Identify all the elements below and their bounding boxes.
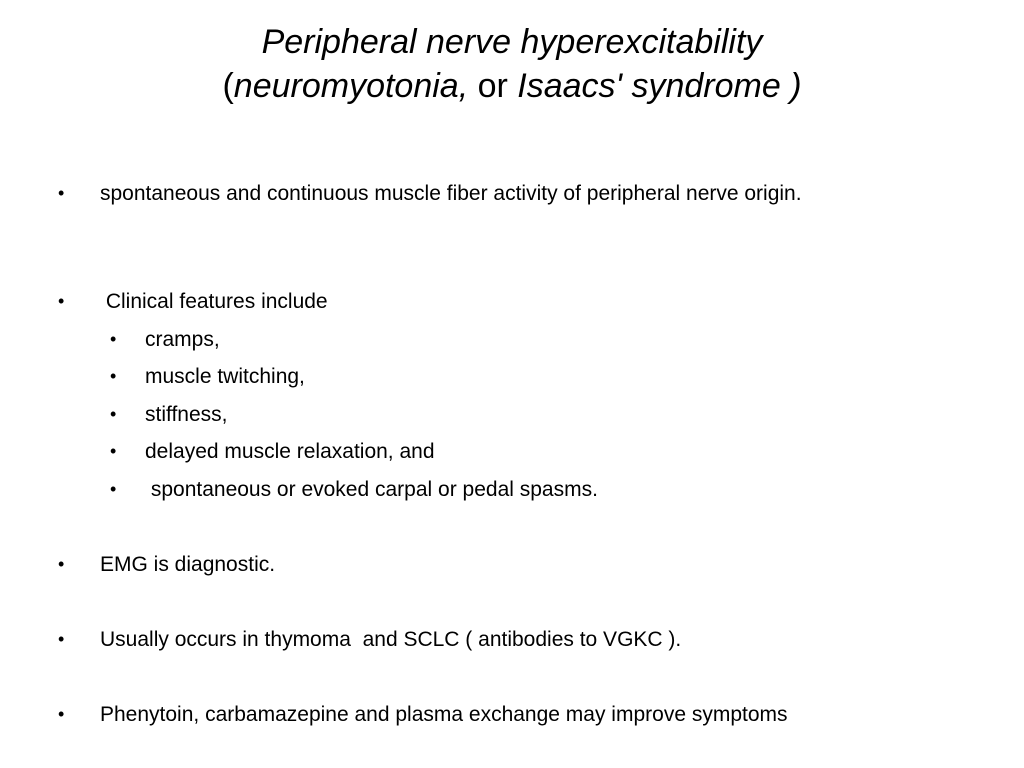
sub-bullet-marker: • (110, 479, 117, 499)
bullet-text: Phenytoin, carbamazepine and plasma exchange may improve symptoms (100, 703, 788, 726)
sub-bullet-marker: • (110, 404, 117, 424)
bullet-marker: • (58, 291, 65, 311)
bullet-text: Clinical features include (100, 290, 328, 313)
bullet-marker: • (58, 554, 65, 574)
sub-bullet-text: stiffness, (145, 403, 228, 426)
bullet-text: EMG is diagnostic. (100, 553, 276, 576)
slide-title (0, 20, 1024, 108)
title-open-paren: ( (222, 67, 234, 105)
sub-bullet-marker: • (110, 441, 117, 461)
bullet-marker: • (58, 183, 65, 203)
title-term-neuromyotonia: neuromyotonia, (233, 67, 469, 105)
title-line-1: Peripheral nerve hyperexcitability (261, 23, 763, 61)
bullet-text: spontaneous and continuous muscle fiber activity of peripheral nerve origin. (100, 182, 802, 205)
bullet-marker: • (58, 704, 65, 724)
sub-bullet-text: cramps, (145, 328, 220, 351)
sub-bullet-text: delayed muscle relaxation, and (145, 440, 435, 463)
sub-bullet-text: spontaneous or evoked carpal or pedal spasms. (145, 478, 598, 501)
bullet-text: Usually occurs in thymoma and SCLC ( antibodies to VGKC ). (100, 628, 682, 651)
sub-bullet-marker: • (110, 329, 117, 349)
bullet-marker: • (58, 629, 65, 649)
title-term-isaacs: Isaacs' syndrome ) (517, 67, 802, 105)
sub-bullet-marker: • (110, 366, 117, 386)
sub-bullet-text: muscle twitching, (145, 365, 305, 388)
title-or: or (468, 67, 518, 105)
